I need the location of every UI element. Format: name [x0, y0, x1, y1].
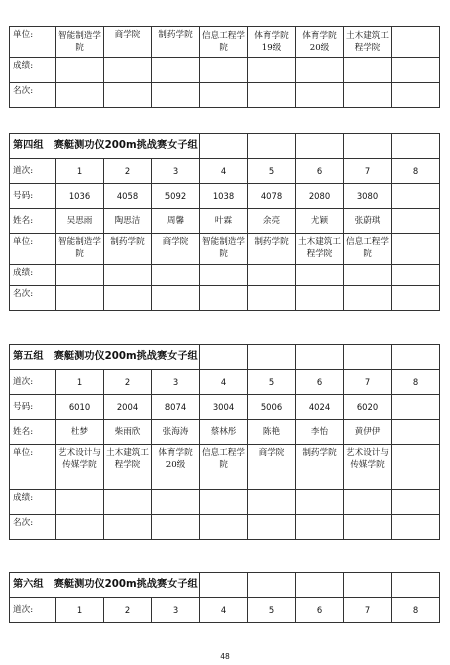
unit-cell: 土木建筑工程学院: [296, 234, 344, 265]
unit-cell: 土木建筑工程学院: [344, 27, 392, 58]
lane-label: 道次:: [10, 598, 56, 623]
lane-label: 道次:: [10, 159, 56, 184]
name-cell: 张海涛: [152, 420, 200, 445]
group-title-row: [10, 573, 440, 598]
lane-cell: 8: [392, 598, 440, 623]
lane-cell: 7: [344, 598, 392, 623]
unit-row: [10, 27, 440, 58]
unit-cell: 制药学院: [296, 445, 344, 490]
number-cell: 5092: [152, 184, 200, 209]
unit-label: 单位:: [10, 234, 56, 265]
unit-cell: [392, 445, 440, 490]
score-row: [10, 58, 440, 83]
number-cell: 3080: [344, 184, 392, 209]
unit-cell: [392, 27, 440, 58]
lane-cell: 2: [104, 159, 152, 184]
lane-cell: 3: [152, 159, 200, 184]
unit-cell: 信息工程学院: [200, 27, 248, 58]
number-cell: [392, 395, 440, 420]
lane-cell: 5: [248, 598, 296, 623]
name-row: [10, 209, 440, 234]
unit-cell: 制药学院: [248, 234, 296, 265]
unit-cell: 艺术设计与传媒学院: [56, 445, 104, 490]
name-label: 姓名:: [10, 420, 56, 445]
lane-cell: 3: [152, 370, 200, 395]
number-cell: 6010: [56, 395, 104, 420]
number-cell: 1038: [200, 184, 248, 209]
score-row: [10, 490, 440, 515]
name-cell: 蔡林彤: [200, 420, 248, 445]
score-row: [10, 265, 440, 286]
lane-cell: 8: [392, 159, 440, 184]
name-cell: 周馨: [152, 209, 200, 234]
group-title-row: [10, 134, 440, 159]
unit-row: [10, 445, 440, 490]
rank-label: 名次:: [10, 286, 56, 311]
lane-row: [10, 159, 440, 184]
name-cell: 柴雨欣: [104, 420, 152, 445]
unit-row: [10, 234, 440, 265]
rank-row: [10, 286, 440, 311]
group4-table: [9, 133, 440, 311]
score-label: 成绩:: [10, 58, 56, 83]
number-cell: 4078: [248, 184, 296, 209]
number-label: 号码:: [10, 184, 56, 209]
prev-group-table: [9, 26, 440, 108]
lane-cell: 5: [248, 159, 296, 184]
lane-cell: 1: [56, 159, 104, 184]
name-cell: 李怡: [296, 420, 344, 445]
number-cell: 8074: [152, 395, 200, 420]
group5-table: [9, 344, 440, 540]
page-number: 48: [220, 652, 230, 661]
rank-label: 名次:: [10, 83, 56, 108]
unit-cell: 体育学院19级: [248, 27, 296, 58]
unit-cell: 制药学院: [104, 234, 152, 265]
unit-cell: 信息工程学院: [200, 445, 248, 490]
lane-label: 道次:: [10, 370, 56, 395]
name-cell: 陶思洁: [104, 209, 152, 234]
unit-cell: 艺术设计与传媒学院: [344, 445, 392, 490]
lane-row: [10, 598, 440, 623]
number-row: [10, 184, 440, 209]
lane-cell: 2: [104, 598, 152, 623]
name-cell: [392, 209, 440, 234]
lane-cell: 5: [248, 370, 296, 395]
lane-cell: 1: [56, 370, 104, 395]
rank-label: 名次:: [10, 515, 56, 540]
unit-cell: 智能制造学院: [200, 234, 248, 265]
name-cell: 张蔚琪: [344, 209, 392, 234]
lane-cell: 6: [296, 598, 344, 623]
unit-cell: 商学院: [248, 445, 296, 490]
lane-cell: 1: [56, 598, 104, 623]
lane-cell: 4: [200, 598, 248, 623]
unit-label: 单位:: [10, 27, 56, 58]
number-cell: 6020: [344, 395, 392, 420]
lane-cell: 7: [344, 370, 392, 395]
name-label: 姓名:: [10, 209, 56, 234]
unit-label: 单位:: [10, 445, 56, 490]
name-cell: 余亮: [248, 209, 296, 234]
name-cell: 杜梦: [56, 420, 104, 445]
group6-table: [9, 572, 440, 623]
unit-cell: 体育学院20级: [296, 27, 344, 58]
name-cell: 叶霖: [200, 209, 248, 234]
lane-cell: 6: [296, 370, 344, 395]
group-title: 第四组 赛艇测功仪200m挑战赛女子组: [10, 134, 200, 159]
unit-cell: 土木建筑工程学院: [104, 445, 152, 490]
number-cell: 3004: [200, 395, 248, 420]
lane-row: [10, 370, 440, 395]
unit-cell: 信息工程学院: [344, 234, 392, 265]
unit-cell: 商学院: [152, 234, 200, 265]
unit-cell: 体育学院20级: [152, 445, 200, 490]
name-cell: 吴思雨: [56, 209, 104, 234]
lane-cell: 8: [392, 370, 440, 395]
group-title: 第五组 赛艇测功仪200m挑战赛女子组: [10, 345, 200, 370]
number-cell: [392, 184, 440, 209]
group-title-row: [10, 345, 440, 370]
unit-cell: 制药学院: [152, 27, 200, 58]
unit-cell: 智能制造学院: [56, 27, 104, 58]
unit-cell: 智能制造学院: [56, 234, 104, 265]
score-label: 成绩:: [10, 265, 56, 286]
number-cell: 2080: [296, 184, 344, 209]
lane-cell: 3: [152, 598, 200, 623]
unit-cell: [392, 234, 440, 265]
name-cell: 尤颖: [296, 209, 344, 234]
score-label: 成绩:: [10, 490, 56, 515]
rank-row: [10, 83, 440, 108]
unit-cell: 商学院: [104, 27, 152, 58]
number-cell: 4024: [296, 395, 344, 420]
number-label: 号码:: [10, 395, 56, 420]
rank-row: [10, 515, 440, 540]
name-cell: [392, 420, 440, 445]
number-row: [10, 395, 440, 420]
group-title: 第六组 赛艇测功仪200m挑战赛女子组: [10, 573, 200, 598]
number-cell: 5006: [248, 395, 296, 420]
number-cell: 2004: [104, 395, 152, 420]
lane-cell: 4: [200, 370, 248, 395]
name-cell: 黄伊伊: [344, 420, 392, 445]
number-cell: 1036: [56, 184, 104, 209]
lane-cell: 7: [344, 159, 392, 184]
lane-cell: 4: [200, 159, 248, 184]
lane-cell: 6: [296, 159, 344, 184]
lane-cell: 2: [104, 370, 152, 395]
name-row: [10, 420, 440, 445]
number-cell: 4058: [104, 184, 152, 209]
name-cell: 陈艳: [248, 420, 296, 445]
